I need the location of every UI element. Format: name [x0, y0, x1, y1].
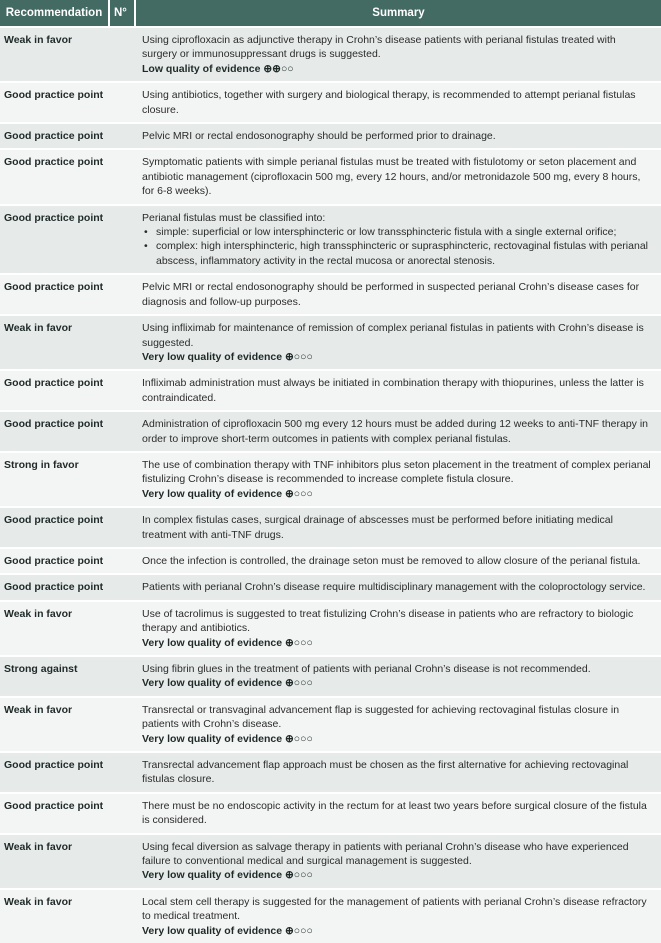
recommendation-number — [110, 888, 136, 943]
table-row — [0, 204, 661, 274]
summary-text: Infliximab administration must always be initiated in combination therapy with thiopurines, unless the latter is contraindicated. — [142, 377, 644, 404]
recommendation-strength: Good practice point — [0, 410, 110, 451]
summary-cell — [136, 204, 661, 274]
recommendation-strength: Good practice point — [0, 792, 110, 833]
evidence-quality: Very low quality of evidence ⊕○○○ — [142, 487, 313, 500]
summary-cell — [136, 573, 661, 599]
recommendation-number — [110, 547, 136, 573]
recommendation-strength: Good practice point — [0, 751, 110, 792]
evidence-quality: Very low quality of evidence ⊕○○○ — [142, 350, 313, 363]
summary-text: In complex fistulas cases, surgical drainage of abscesses must be performed before initiating medical treatment with anti-TNF drugs. — [142, 514, 613, 541]
recommendation-strength: Weak in favor — [0, 26, 110, 81]
evidence-quality: Low quality of evidence ⊕⊕○○ — [142, 62, 294, 75]
recommendation-number — [110, 81, 136, 122]
summary-text: Local stem cell therapy is suggested for the management of patients with perianal Crohn’s disease refractory to medical treatment. — [142, 895, 647, 923]
evidence-quality: Very low quality of evidence ⊕○○○ — [142, 924, 313, 937]
classification-list — [142, 225, 653, 268]
table-row — [0, 148, 661, 203]
summary-text: Once the infection is controlled, the drainage seton must be removed to allow closure of the perianal fistula. — [142, 554, 641, 567]
recommendation-number — [110, 148, 136, 203]
table-row — [0, 573, 661, 599]
summary-text: Pelvic MRI or rectal endosonography should be performed prior to drainage. — [142, 130, 496, 143]
table-row — [0, 314, 661, 369]
summary-text: Symptomatic patients with simple perianal fistulas must be treated with fistulotomy or seton placement and antibiotic management (ciprofloxacin 500 mg, every 12 hours, and/or metronidazole 500 mg, every 8 hours, for 6-8 weeks). — [142, 156, 641, 198]
summary-cell — [136, 273, 661, 314]
recommendation-strength: Good practice point — [0, 148, 110, 203]
summary-cell — [136, 833, 661, 888]
table-row — [0, 451, 661, 506]
recommendation-strength: Good practice point — [0, 273, 110, 314]
summary-text: Using infliximab for maintenance of remission of complex perianal fistulas in patients with Crohn’s disease is suggested. — [142, 322, 644, 349]
summary-cell — [136, 547, 661, 573]
summary-cell — [136, 751, 661, 792]
summary-cell — [136, 148, 661, 203]
recommendation-number — [110, 655, 136, 696]
summary-cell — [136, 888, 661, 943]
evidence-quality: Very low quality of evidence ⊕○○○ — [142, 869, 313, 882]
recommendation-number — [110, 696, 136, 751]
evidence-quality: Very low quality of evidence ⊕○○○ — [142, 732, 313, 745]
recommendation-number — [110, 369, 136, 410]
summary-cell — [136, 600, 661, 655]
recommendation-strength: Good practice point — [0, 506, 110, 547]
recommendation-number — [110, 204, 136, 274]
table-row — [0, 655, 661, 696]
table-body — [0, 26, 661, 943]
summary-cell — [136, 451, 661, 506]
table-row — [0, 792, 661, 833]
summary-cell — [136, 369, 661, 410]
summary-text: Patients with perianal Crohn’s disease require multidisciplinary management with the coloproctology service. — [142, 581, 646, 594]
table-row — [0, 888, 661, 943]
table-row — [0, 410, 661, 451]
recommendation-number — [110, 833, 136, 888]
summary-cell — [136, 26, 661, 81]
recommendation-strength: Strong in favor — [0, 451, 110, 506]
table-row — [0, 833, 661, 888]
recommendation-number — [110, 792, 136, 833]
summary-text: Transrectal advancement flap approach must be chosen as the first alternative for achieving rectovaginal fistulas closure. — [142, 759, 629, 786]
recommendation-number — [110, 410, 136, 451]
summary-cell — [136, 81, 661, 122]
recommendation-strength: Good practice point — [0, 122, 110, 148]
list-item: • simple: superficial or low intersphincteric or low transsphincteric fistula with a single external orifice; — [142, 225, 653, 239]
header-number: N° — [110, 0, 136, 26]
evidence-quality: Very low quality of evidence ⊕○○○ — [142, 636, 313, 649]
recommendation-number — [110, 573, 136, 599]
table-row — [0, 547, 661, 573]
recommendation-strength: Good practice point — [0, 369, 110, 410]
table-row — [0, 600, 661, 655]
recommendation-strength: Strong against — [0, 655, 110, 696]
recommendation-strength: Weak in favor — [0, 833, 110, 888]
table-header — [0, 0, 661, 26]
summary-text: There must be no endoscopic activity in the rectum for at least two years before surgical closure of the fistula is considered. — [142, 799, 647, 827]
recommendation-number — [110, 122, 136, 148]
table-row — [0, 81, 661, 122]
recommendation-strength: Weak in favor — [0, 600, 110, 655]
summary-text: Using ciprofloxacin as adjunctive therapy in Crohn’s disease patients with perianal fistulas treated with surgery or immunosuppressant drugs is suggested. — [142, 34, 616, 61]
summary-cell — [136, 655, 661, 696]
table-row — [0, 751, 661, 792]
summary-text: Using fibrin glues in the treatment of patients with perianal Crohn’s disease is not recommended. — [142, 663, 591, 675]
summary-text: Perianal fistulas must be classified into: — [142, 211, 326, 224]
summary-text: Pelvic MRI or rectal endosonography should be performed in suspected perianal Crohn’s disease cases for diagnosis and follow-up purposes. — [142, 281, 640, 308]
summary-text: The use of combination therapy with TNF inhibitors plus seton placement in the treatment of complex perianal fistulizing Crohn’s disease is recommended to increase complete fistula closure. — [142, 458, 651, 486]
evidence-quality: Very low quality of evidence ⊕○○○ — [142, 677, 313, 690]
summary-cell — [136, 792, 661, 833]
summary-cell — [136, 506, 661, 547]
summary-text: Use of tacrolimus is suggested to treat fistulizing Crohn’s disease in patients who are refractory to biologic therapy and antibiotics. — [142, 607, 634, 635]
recommendation-number — [110, 600, 136, 655]
recommendation-number — [110, 273, 136, 314]
recommendation-number — [110, 451, 136, 506]
recommendation-number — [110, 506, 136, 547]
summary-text: Administration of ciprofloxacin 500 mg every 12 hours must be added during 12 weeks to anti-TNF therapy in order to improve short-term outcomes in patients with complex perianal fistulas. — [142, 418, 649, 445]
recommendation-strength: Weak in favor — [0, 314, 110, 369]
summary-text: Using antibiotics, together with surgery and biological therapy, is recommended to attempt perianal fistulas closure. — [142, 89, 636, 116]
recommendation-strength: Good practice point — [0, 81, 110, 122]
summary-cell — [136, 696, 661, 751]
summary-cell — [136, 410, 661, 451]
table-row — [0, 273, 661, 314]
summary-cell — [136, 122, 661, 148]
table-row — [0, 369, 661, 410]
table-row — [0, 26, 661, 81]
summary-cell — [136, 314, 661, 369]
recommendation-number — [110, 26, 136, 81]
recommendation-number — [110, 314, 136, 369]
table-row — [0, 122, 661, 148]
header-recommendation: Recommendation — [0, 0, 110, 26]
list-item: • complex: high intersphincteric, high transsphincteric or suprasphincteric, rectovaginal fistulas with perianal abscess, inflammatory activity in the rectal mucosa or anorectal stenosis. — [142, 239, 653, 268]
recommendation-strength: Weak in favor — [0, 888, 110, 943]
summary-text: Using fecal diversion as salvage therapy in patients with perianal Crohn’s disease who have experienced failure to conventional medical and surgical management is suggested. — [142, 840, 629, 868]
summary-text: Transrectal or transvaginal advancement flap is suggested for achieving rectovaginal fistulas closure in patients with Crohn’s disease. — [142, 703, 620, 731]
table-row — [0, 696, 661, 751]
recommendation-strength: Good practice point — [0, 547, 110, 573]
table-row — [0, 506, 661, 547]
recommendation-strength: Weak in favor — [0, 696, 110, 751]
recommendation-strength: Good practice point — [0, 204, 110, 274]
header-summary: Summary — [136, 0, 661, 26]
recommendation-number — [110, 751, 136, 792]
recommendation-strength: Good practice point — [0, 573, 110, 599]
